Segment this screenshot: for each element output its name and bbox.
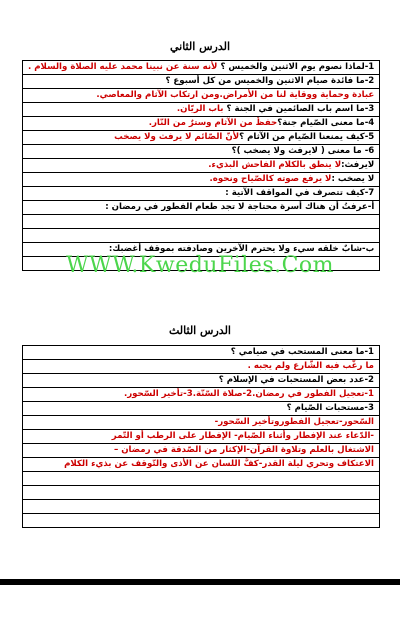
cell-text: 1-لماذا نصوم يوم الاثنين والخميس ؟ (220, 62, 375, 72)
table-cell (23, 145, 380, 159)
lesson2-table (22, 60, 380, 271)
table-cell (23, 416, 380, 430)
table-cell (23, 458, 380, 472)
table-row (23, 131, 380, 145)
table-cell (23, 61, 380, 75)
table-row (23, 500, 380, 514)
lesson3-table (22, 345, 380, 528)
cell-text: لايرفث: (341, 160, 375, 170)
cell-text: الاشتغال بالعلم وتلاوة القرآن-الإكثار من الصّدقة في رمضان – (113, 445, 374, 455)
cell-text: 1-ما معنى المستحب في صيامي ؟ (230, 347, 374, 357)
table-row (23, 61, 380, 75)
cell-text: لا يصخب : (331, 174, 375, 184)
table-cell (23, 89, 380, 103)
table-row (23, 402, 380, 416)
table-cell (23, 215, 380, 229)
cell-text: 1-تعجيل الفطور في رمضان.2-صلاة السّنّة.3-تأخير السّحور. (123, 389, 374, 399)
watermark: WWW.KweduFiles.Com (65, 253, 335, 278)
lesson3-title: الدرس الثالث (169, 324, 231, 337)
cell-text: 4-ما معنى الصّيام جنة؟ (277, 118, 375, 128)
cell-text: 7-كيف تتصرف في المواقف الآتية : (225, 188, 375, 198)
table-cell (23, 75, 380, 89)
cell-text: 2-عدد بعض المستحبات في الإسلام ؟ (218, 375, 374, 385)
table-cell (23, 117, 380, 131)
table-row (23, 430, 380, 444)
cell-text: لأنه سنة عن نبينا محمد عليه الصلاة والسلام . (28, 62, 221, 72)
table-row (23, 388, 380, 402)
cell-text: 2-ما فائدة صيام الاثنين والخميس من كل أسبوع ؟ (165, 76, 375, 86)
table-row (23, 215, 380, 229)
table-cell (23, 402, 380, 416)
table-row (23, 117, 380, 131)
table-cell (23, 486, 380, 500)
table-row (23, 159, 380, 173)
table-row (23, 514, 380, 528)
table-row (23, 360, 380, 374)
cell-text: 6- ما معنى ( لايرفث ولا يصخب )؟ (231, 146, 375, 156)
cell-text: ما رغّب فيه الشّارع ولم يجبه . (247, 361, 374, 371)
cell-text: ب-شابٌ خلقه سيء ولا يحترم الآخرين وصادفته بموقف أغضبك: (108, 244, 375, 254)
cell-text: السّحور-تعجيل الفطوروتأخير السّحور- (214, 417, 374, 427)
lesson2-title: الدرس الثاني (169, 40, 231, 53)
table-cell (23, 131, 380, 145)
table-row (23, 444, 380, 458)
cell-text: -الدّعاء عند الإفطار وأثناء الصّيام- الإفطار على الرطب أو التّمر (111, 431, 374, 441)
cell-text: 3-مستحبات الصّيام ؟ (286, 403, 374, 413)
table-row (23, 201, 380, 215)
table-cell (23, 201, 380, 215)
table-cell (23, 514, 380, 528)
table-row (23, 458, 380, 472)
table-row (23, 103, 380, 117)
table-row (23, 173, 380, 187)
table-row (23, 187, 380, 201)
table-cell (23, 346, 380, 360)
cell-text: حفظٌ من الآثام وسترٌ من النّار. (148, 118, 278, 128)
table-cell (23, 187, 380, 201)
cell-text: عبادة وحماية ووقاية لنا من الأمراض.ومن ارتكاب الآثام والمعاصي. (96, 90, 375, 100)
table-row (23, 486, 380, 500)
table-cell (23, 500, 380, 514)
table-row (23, 416, 380, 430)
table-row (23, 75, 380, 89)
table-row (23, 145, 380, 159)
table-cell (23, 229, 380, 243)
table-cell (23, 388, 380, 402)
table-cell (23, 159, 380, 173)
cell-text: 3-ما اسم باب الصائمين في الجنة ؟ (226, 104, 375, 114)
table-cell (23, 430, 380, 444)
cell-text: لا يرفع صوته كالصّياح ونحوه. (209, 174, 332, 184)
cell-text: الاعتكاف وتحري ليلة القدر-كفُّ اللسان عن الأذى والتّوقف عن بذيء الكلام (64, 459, 374, 469)
table-cell (23, 103, 380, 117)
table-row (23, 229, 380, 243)
table-cell (23, 472, 380, 486)
page-bottom-rule (0, 579, 400, 585)
table-row (23, 472, 380, 486)
cell-text: باب الريّان. (176, 104, 227, 114)
table-row (23, 89, 380, 103)
table-row (23, 374, 380, 388)
cell-text: أ-عرفتُ أن هناك أسرة محتاجة لا تجد طعام الفطور في رمضان : (105, 202, 375, 212)
table-cell (23, 444, 380, 458)
cell-text: 5-كيف يمنعنا الصّيام من الآثام ؟ (239, 132, 375, 142)
table-cell (23, 360, 380, 374)
table-cell (23, 374, 380, 388)
cell-text: لا ينطق بالكلام الفاحش البذيء. (208, 160, 342, 170)
cell-text: لأنّ الصّائم لا يرفث ولا يصخب (114, 132, 240, 142)
table-row (23, 346, 380, 360)
table-cell (23, 173, 380, 187)
